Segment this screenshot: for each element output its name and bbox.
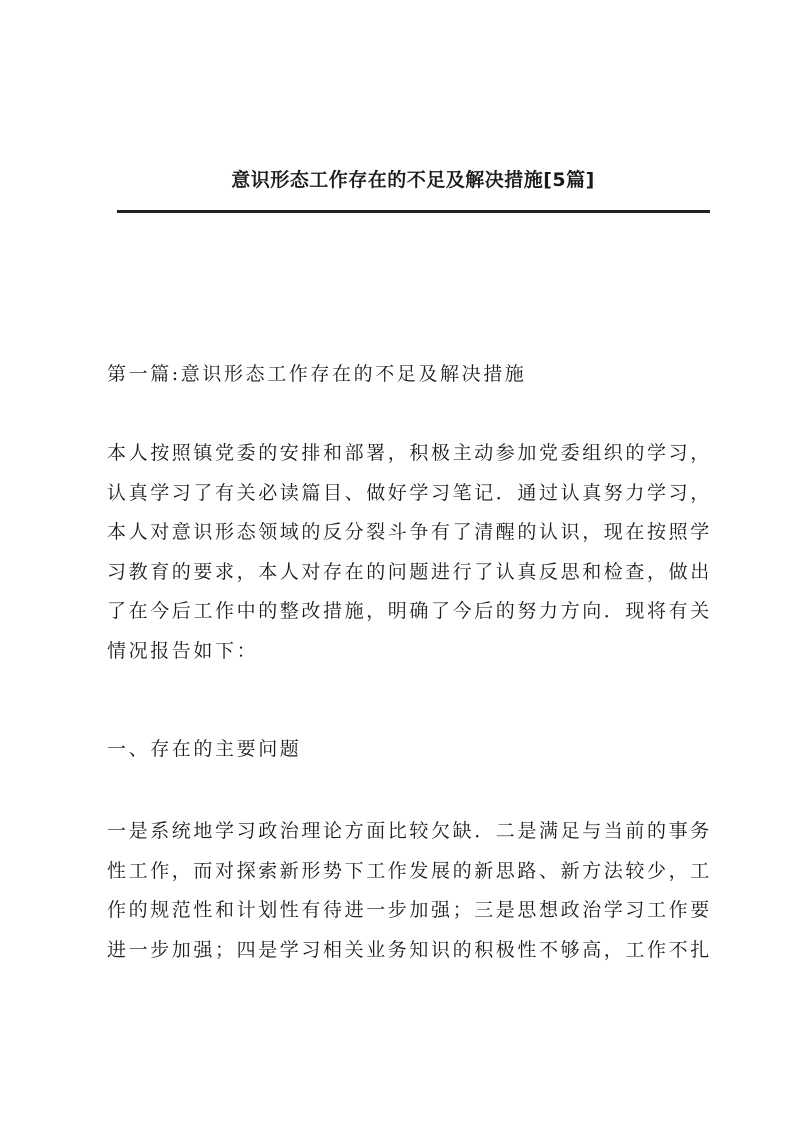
document-title: 意识形态工作存在的不足及解决措施[5篇] (231, 169, 595, 191)
paragraph-line: 习教育的要求，本人对存在的问题进行了认真反思和检查，做出 (107, 560, 712, 583)
paragraph-line: 本人按照镇党委的安排和部署，积极主动参加党委组织的学习， (107, 442, 712, 464)
paragraph-line: 一是系统地学习政治理论方面比较欠缺．二是满足与当前的事务 (107, 820, 712, 842)
title-underline (117, 210, 710, 213)
paragraph-intro (107, 434, 717, 671)
paragraph-line: 认真学习了有关必读篇目、做好学习笔记．通过认真努力学习， (107, 481, 712, 504)
paragraph-line: 本人对意识形态领域的反分裂斗争有了清醒的认识，现在按照学 (107, 521, 712, 543)
paragraph-problems (107, 812, 717, 970)
paragraph-line: 性工作，而对探索新形势下工作发展的新思路、新方法较少，工 (107, 859, 712, 882)
sub-heading: 一、存在的主要问题 (107, 738, 302, 760)
paragraph-line: 情况报告如下： (107, 639, 259, 662)
section-heading: 第一篇:意识形态工作存在的不足及解决措施 (107, 363, 527, 385)
paragraph-line: 作的规范性和计划性有待进一步加强；三是思想政治学习工作要 (107, 899, 712, 921)
paragraph-line: 了在今后工作中的整改措施，明确了今后的努力方向．现将有关 (107, 600, 712, 622)
paragraph-line: 进一步加强；四是学习相关业务知识的积极性不够高，工作不扎 (107, 938, 712, 961)
